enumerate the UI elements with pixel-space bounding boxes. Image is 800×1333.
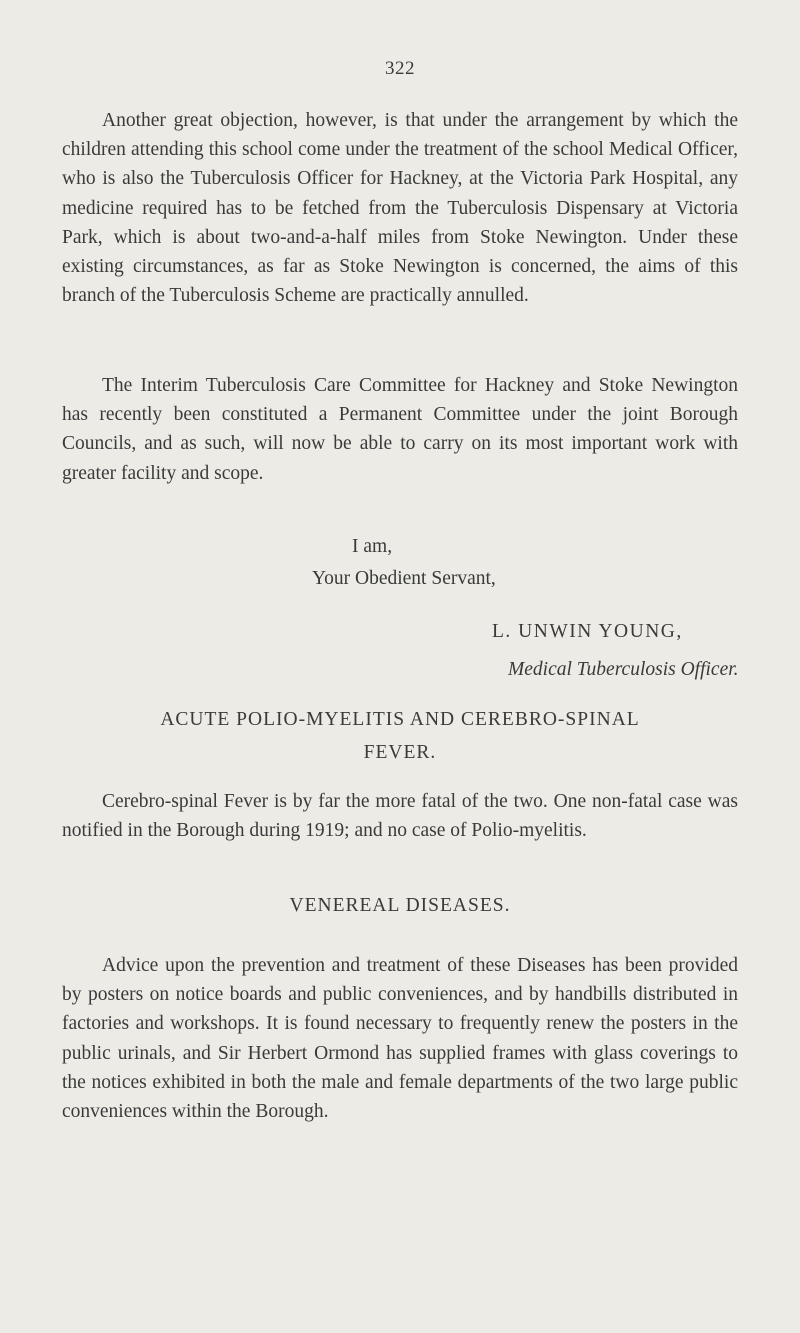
section-heading-polio: ACUTE POLIO-MYELITIS AND CEREBRO-SPINAL [160,709,640,730]
paragraph-venereal: Advice upon the prevention and treatment of these Diseases has been provided by posters on notice boards and public conveniences, and by handbills distributed in factories and workshops. It is found necessary to frequently renew the posters in the public urinals, and Sir Herbert Ormond has supplied frames with glass coverings to the notices exhibited in both the male and female departments of the two large public conveniences within the Borough. [62,955,738,1123]
closing-i-am: I am, [352,536,393,557]
section-heading-polio-continued: FEVER. [363,742,437,763]
section-heading-venereal: VENEREAL DISEASES. [289,895,511,916]
paragraph-objection: Another great objection, however, is that under the arrangement by which the children attending this school come under the treatment of the school Medical Officer, who is also the Tuberculosis Officer for Hackney, at the Victoria Park Hospital, any medicine required has to be fetched from the Tuberculosis Dispensary at Victoria Park, which is about two-and-a-half miles from Stoke Newington. Under these existing circumstances, as far as Stoke Newington is concerned, the aims of this branch of the Tuberculosis Scheme are practically annulled. [62,110,738,307]
page-number: 322 [385,58,415,79]
signature-title: Medical Tuberculosis Officer. [508,659,739,680]
closing-servant: Your Obedient Servant, [312,568,496,589]
paragraph-cerebro-spinal: Cerebro-spinal Fever is by far the more fatal of the two. One non-fatal case was notified in the Borough during 1919; and no case of Polio-myelitis. [62,791,738,842]
signature-name: L. UNWIN YOUNG, [492,621,683,642]
paragraph-committee: The Interim Tuberculosis Care Committee for Hackney and Stoke Newington has recently been constituted a Permanent Committee under the joint Borough Councils, and as such, will now be able to carry on its most important work with greater facility and scope. [62,375,738,484]
